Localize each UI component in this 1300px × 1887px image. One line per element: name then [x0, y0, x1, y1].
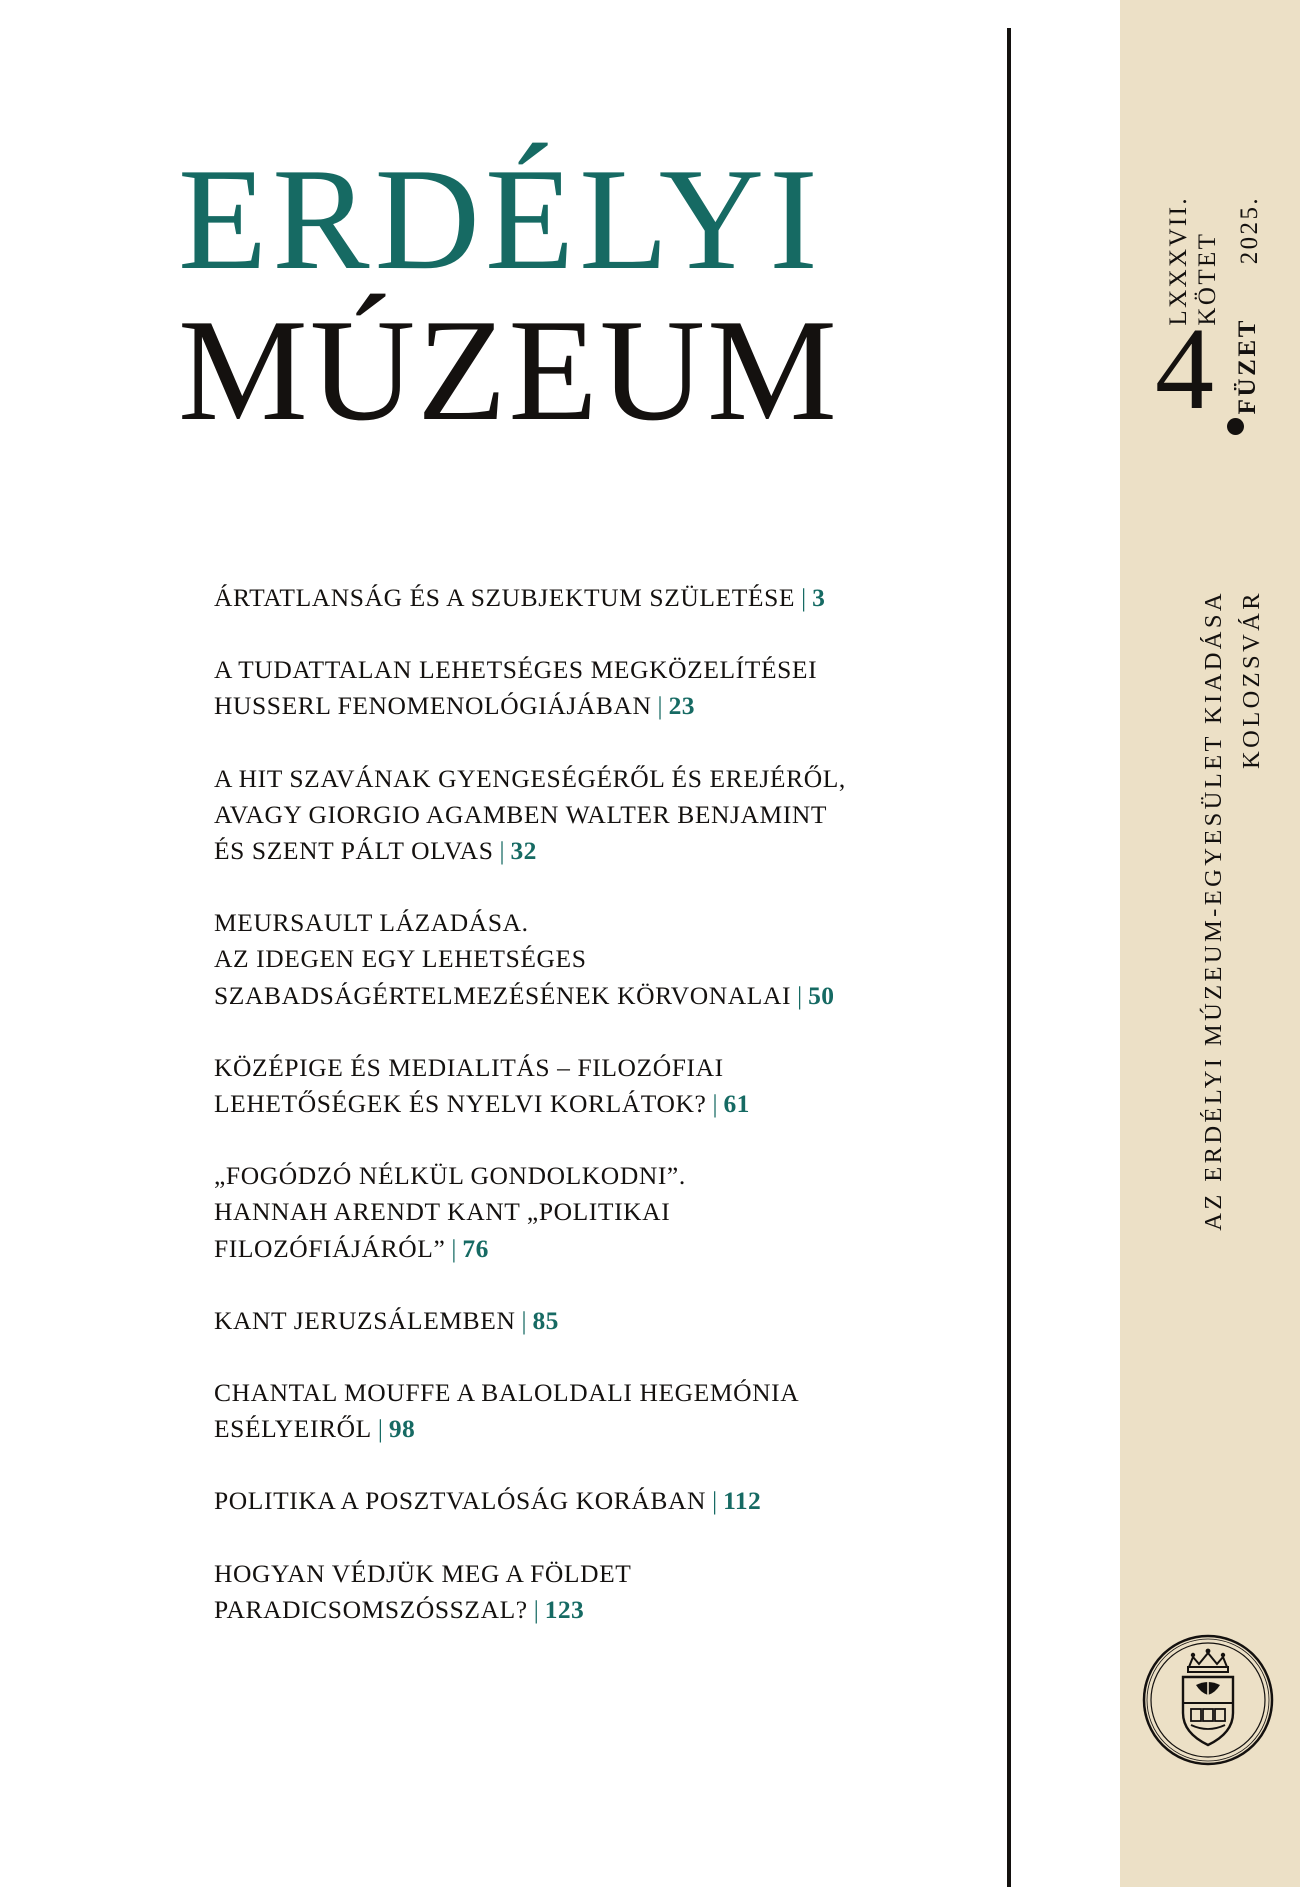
- table-of-contents: [214, 580, 974, 1664]
- toc-entry[interactable]: [214, 1303, 974, 1339]
- toc-entry[interactable]: [214, 1483, 974, 1519]
- toc-entry-title: LEHETŐSÉGEK ÉS NYELVI KORLÁTOK?: [214, 1089, 707, 1119]
- toc-entry[interactable]: [214, 905, 974, 1014]
- toc-page-number: 85: [532, 1305, 559, 1335]
- publisher-label: AZ ERDÉLYI MÚZEUM-EGYESÜLET KIADÁSA: [1200, 590, 1227, 1231]
- toc-entry-title-line: [214, 978, 974, 1014]
- toc-entry-title-line: [214, 761, 974, 797]
- toc-entry[interactable]: [214, 580, 974, 616]
- toc-page-number: 76: [462, 1233, 489, 1263]
- toc-entry-title: POLITIKA A POSZTVALÓSÁG KORÁBAN: [214, 1486, 707, 1516]
- toc-entry-title-line: [214, 1303, 974, 1339]
- toc-entry-title-line: [214, 1556, 974, 1592]
- cover-side-band-gap: [1075, 0, 1120, 1887]
- toc-entry-title-line: [214, 688, 974, 724]
- issue-dot-decoration: [1227, 418, 1244, 435]
- toc-entry-title: MEURSAULT LÁZADÁSA.: [214, 908, 529, 938]
- toc-entry-title-line: [214, 1194, 974, 1230]
- toc-entry-title: ÉS SZENT PÁLT OLVAS: [214, 836, 494, 866]
- toc-entry-title: AZ IDEGEN EGY LEHETSÉGES: [214, 944, 587, 974]
- toc-entry-title-line: [214, 580, 974, 616]
- toc-entry-title: HUSSERL FENOMENOLÓGIÁJÁBAN: [214, 691, 652, 721]
- year-label: 2025.: [1236, 196, 1263, 265]
- volume-number: LXXXVII.: [1164, 196, 1192, 326]
- toc-entry-title: A TUDATTALAN LEHETSÉGES MEGKÖZELÍTÉSEI: [214, 655, 818, 685]
- toc-separator: |: [521, 1307, 527, 1335]
- toc-entry-title-line: [214, 833, 974, 869]
- issue-number: 4: [1155, 303, 1214, 434]
- toc-entry-title: ESÉLYEIRŐL: [214, 1414, 372, 1444]
- toc-page-number: 23: [668, 691, 695, 721]
- toc-entry-title-line: [214, 1231, 974, 1267]
- issue-label: FÜZET: [1234, 318, 1261, 415]
- toc-entry-title-line: [214, 1086, 974, 1122]
- toc-entry[interactable]: [214, 652, 974, 724]
- society-crest-icon: [1141, 1633, 1275, 1767]
- toc-page-number: 112: [723, 1486, 762, 1516]
- toc-page-number: 50: [808, 980, 835, 1010]
- toc-separator: |: [499, 838, 505, 866]
- toc-entry[interactable]: [214, 1050, 974, 1122]
- toc-entry[interactable]: [214, 761, 974, 870]
- toc-entry-title-line: [214, 905, 974, 941]
- toc-entry-title: HANNAH ARENDT KANT „POLITIKAI: [214, 1197, 671, 1227]
- toc-separator: |: [801, 585, 807, 612]
- toc-separator: |: [712, 1091, 718, 1119]
- toc-entry-title-line: [214, 1375, 974, 1411]
- toc-page-number: 32: [510, 836, 537, 866]
- toc-entry-title-line: [214, 1592, 974, 1628]
- toc-separator: |: [533, 1596, 539, 1624]
- toc-entry-title-line: [214, 941, 974, 977]
- toc-entry[interactable]: [214, 1375, 974, 1447]
- toc-entry-title: FILOZÓFIÁJÁRÓL”: [214, 1233, 446, 1263]
- toc-entry-title-line: [214, 652, 974, 688]
- toc-entry-title: A HIT SZAVÁNAK GYENGESÉGÉRŐL ÉS EREJÉRŐL,: [214, 763, 846, 793]
- toc-page-number: 98: [388, 1414, 416, 1444]
- toc-entry-title: HOGYAN VÉDJÜK MEG A FÖLDET: [214, 1558, 632, 1588]
- toc-page-number: 3: [812, 583, 826, 612]
- toc-entry-title-line: [214, 1411, 974, 1447]
- journal-title-line1: ERDÉLYI: [178, 138, 823, 300]
- journal-title-line2: MÚZEUM: [178, 288, 839, 451]
- toc-entry-title: KANT JERUZSÁLEMBEN: [214, 1305, 516, 1335]
- toc-page-number: 123: [544, 1594, 585, 1624]
- toc-entry[interactable]: [214, 1158, 974, 1267]
- toc-separator: |: [451, 1235, 457, 1263]
- toc-separator: |: [657, 693, 663, 721]
- toc-entry-title-line: [214, 1158, 974, 1194]
- toc-entry-title: ÁRTATLANSÁG ÉS A SZUBJEKTUM SZÜLETÉSE: [214, 583, 796, 612]
- toc-entry-title-line: [214, 797, 974, 833]
- city-label: KOLOZSVÁR: [1238, 590, 1265, 769]
- toc-entry-title: AVAGY GIORGIO AGAMBEN WALTER BENJAMINT: [214, 799, 828, 829]
- toc-separator: |: [712, 1488, 718, 1516]
- toc-entry[interactable]: [214, 1556, 974, 1628]
- toc-entry-title: KÖZÉPIGE ÉS MEDIALITÁS – FILOZÓFIAI: [214, 1052, 724, 1082]
- masthead: [178, 138, 1008, 451]
- toc-entry-title: „FOGÓDZÓ NÉLKÜL GONDOLKODNI”.: [214, 1161, 686, 1191]
- toc-entry-title-line: [214, 1483, 974, 1519]
- toc-page-number: 61: [723, 1089, 750, 1119]
- toc-entry-title: CHANTAL MOUFFE A BALOLDALI HEGEMÓNIA: [214, 1378, 800, 1408]
- volume-word: KÖTET: [1193, 231, 1221, 326]
- toc-separator: |: [797, 982, 803, 1010]
- toc-entry-title: SZABADSÁGÉRTELMEZÉSÉNEK KÖRVONALAI: [214, 980, 792, 1010]
- toc-entry-title: PARADICSOMSZÓSSZAL?: [214, 1594, 528, 1624]
- toc-entry-title-line: [214, 1050, 974, 1086]
- toc-separator: |: [377, 1416, 383, 1444]
